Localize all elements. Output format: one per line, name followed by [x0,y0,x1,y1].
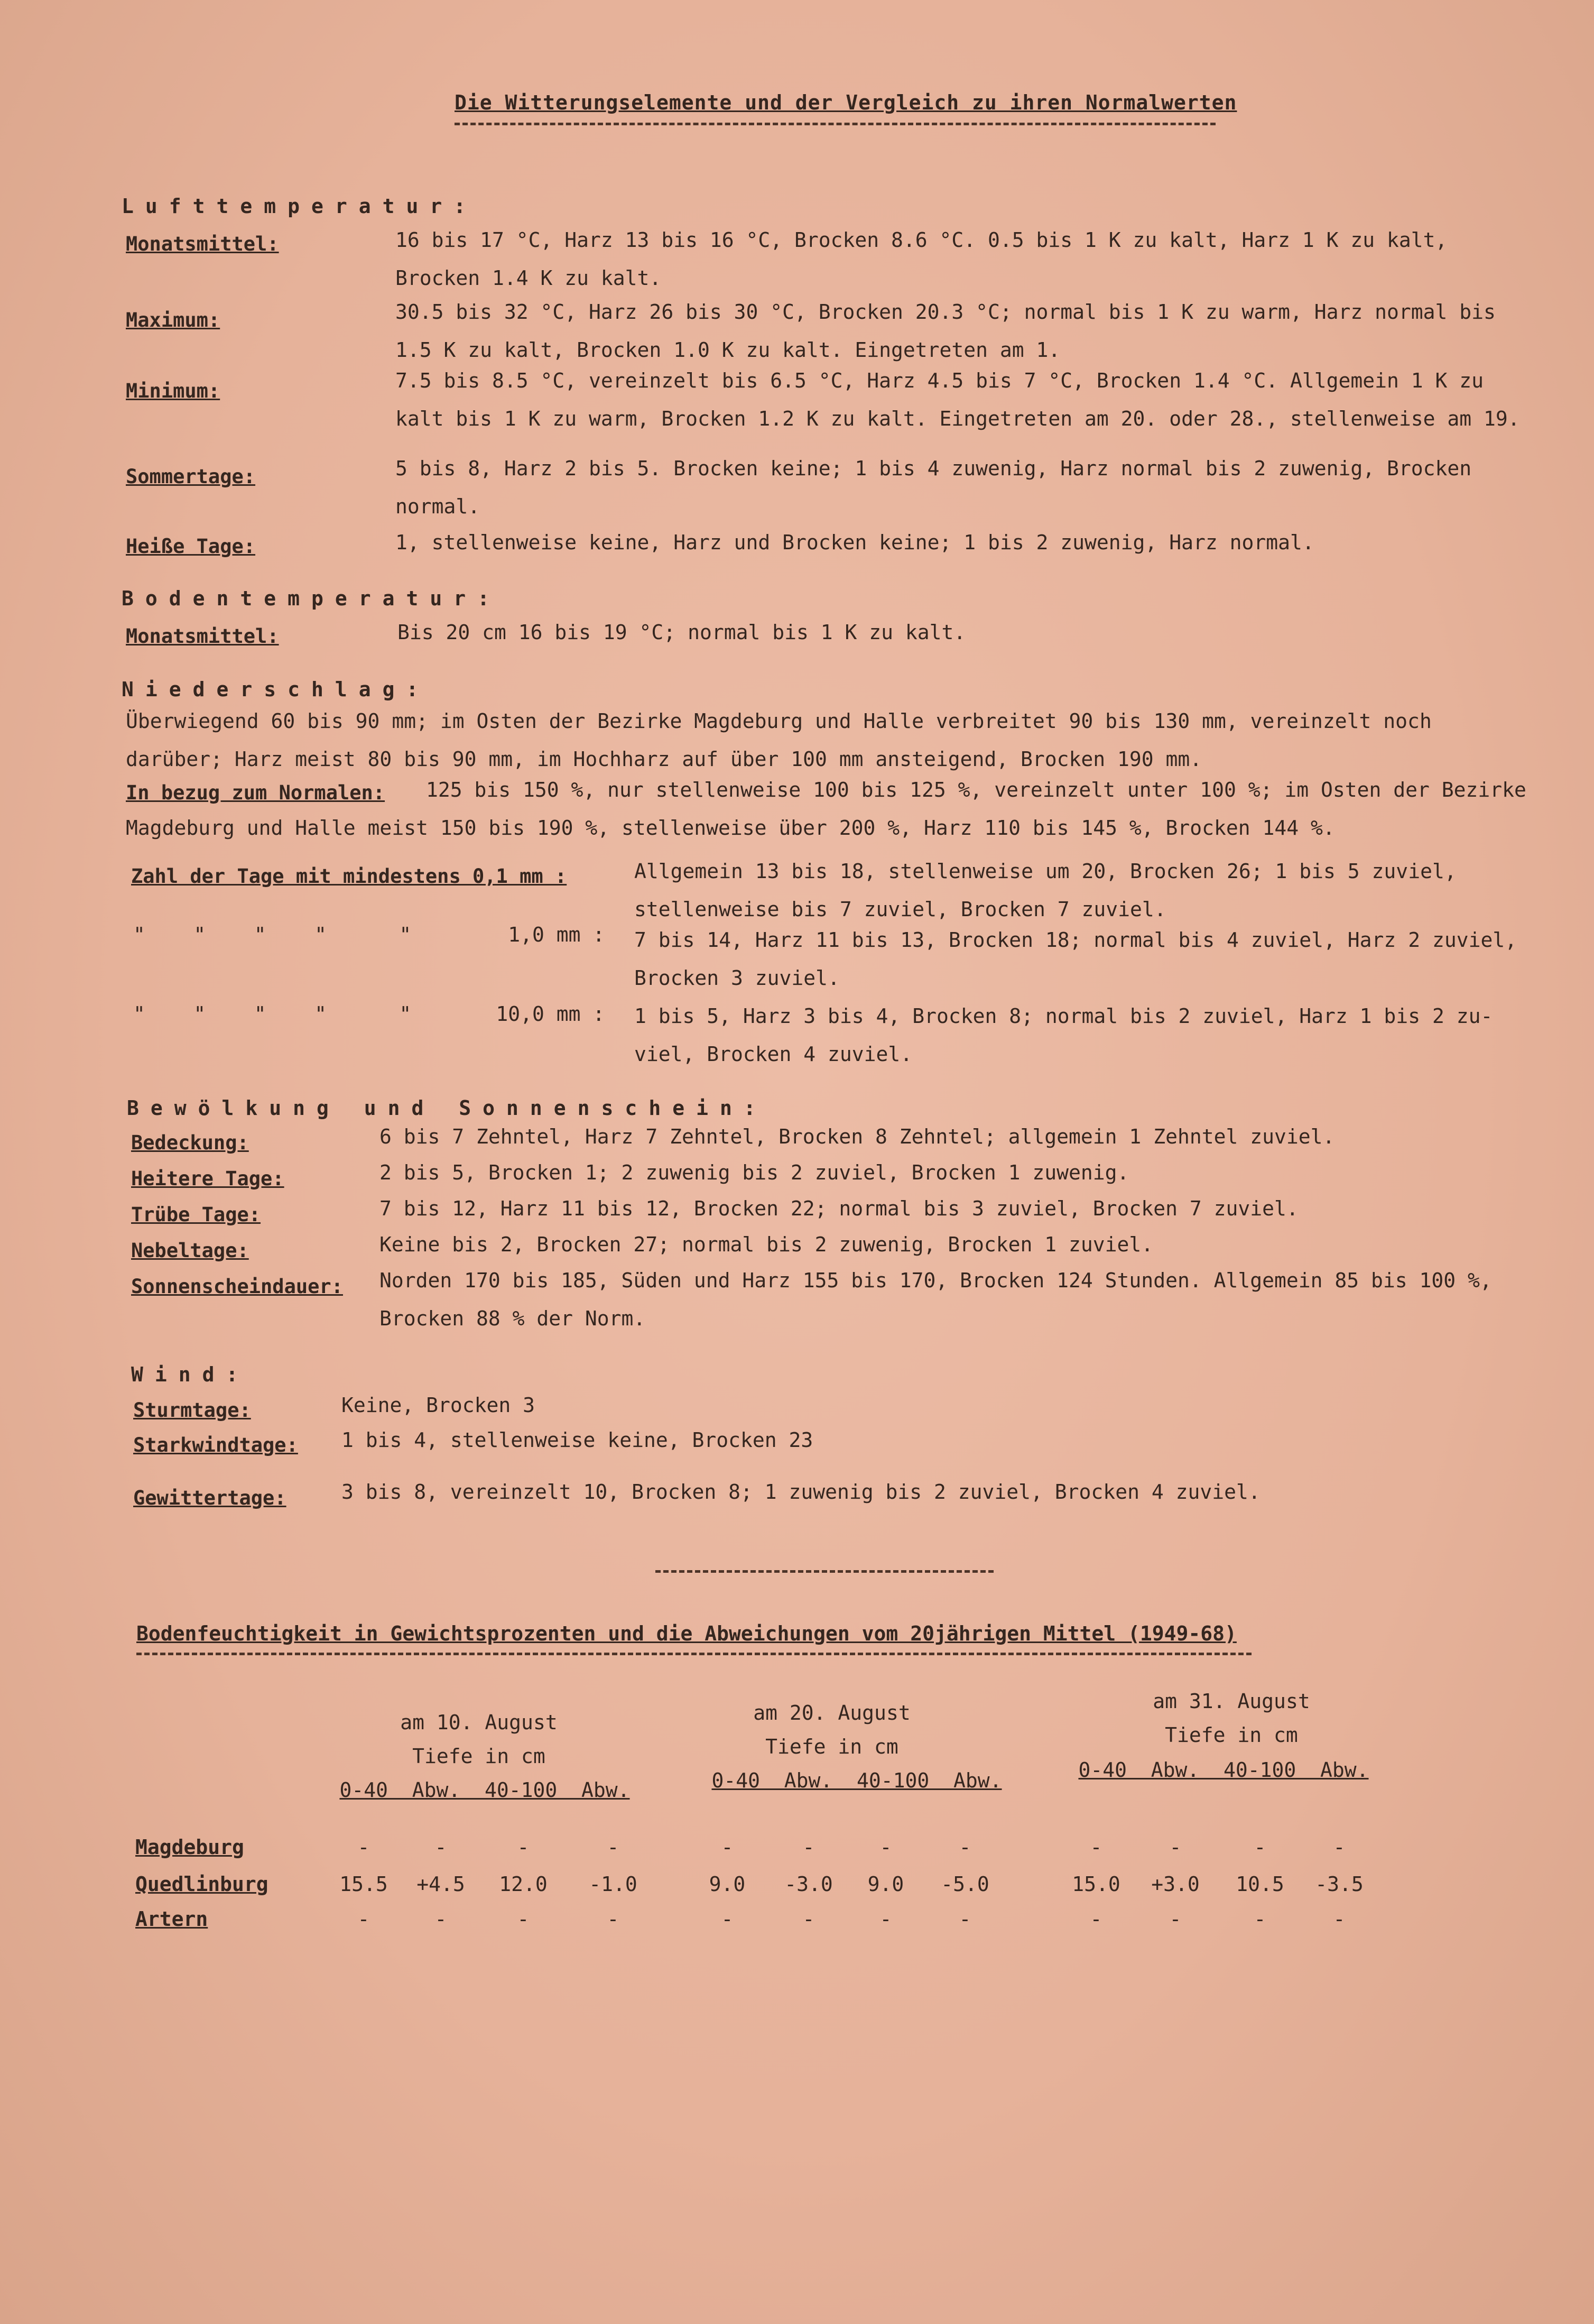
table-cell: - [721,1836,734,1859]
group-depth-3: Tiefe in cm [1165,1723,1298,1747]
table-cell: 15.5 [339,1873,388,1896]
label-tage-0-1mm: Zahl der Tage mit mindestens 0,1 mm : [131,865,567,888]
table-cell: - [1169,1907,1182,1931]
text-maximum [395,293,1496,369]
text-nebeltage [379,1225,1153,1264]
text-minimum [395,362,1520,438]
text-line: Allgemein 13 bis 18, stellenweise um 20, Brocken 26; 1 bis 5 zuviel, [634,860,1457,883]
table-cell: - [959,1836,971,1859]
text-line: Brocken 88 % der Norm. [379,1307,646,1330]
heading-bodentemperatur: Bodentemperatur: [122,587,502,610]
text-line: stellenweise bis 7 zuviel, Brocken 7 zuviel. [634,898,1166,921]
table-cell: 9.0 [867,1873,904,1896]
text-line: 30.5 bis 32 °C, Harz 26 bis 30 °C, Brocken 20.3 °C; normal bis 1 K zu warm, Harz normal bis [395,300,1496,324]
table-cell: - [721,1907,734,1931]
table-cell: 12.0 [499,1873,548,1896]
label-heitere-tage: Heitere Tage: [131,1167,284,1190]
heading-bewoelkung: Bewölkung und Sonnenschein: [127,1096,767,1120]
table-cell: - [959,1907,971,1931]
text-line: 7 bis 14, Harz 11 bis 13, Brocken 18; normal bis 4 zuviel, Harz 2 zuviel, [634,928,1517,952]
group-cols-1: 0-40 Abw. 40-100 Abw. [339,1778,630,1802]
table-cell: - [607,1907,619,1931]
text-line: 1 bis 5, Harz 3 bis 4, Brocken 8; normal bis 2 zuviel, Harz 1 bis 2 zu- [634,1004,1493,1028]
label-sonnenscheindauer: Sonnenscheindauer: [131,1275,343,1298]
table-cell: - [434,1836,447,1859]
table-cell: -3.5 [1315,1873,1364,1896]
heading-niederschlag: Niederschlag: [122,678,430,701]
table-cell: - [802,1907,815,1931]
label-truebe-tage: Trübe Tage: [131,1203,261,1226]
text-niederschlag [126,702,1432,778]
table-cell: -5.0 [941,1873,989,1896]
text-line: Keine, Brocken 3 [341,1394,535,1417]
text-line: Magdeburg und Halle meist 150 bis 190 %, stellenweise über 200 %, Harz 110 bis 145 %, Brocken 144 %. [126,816,1335,840]
text-line: viel, Brocken 4 zuviel. [634,1043,913,1066]
table-cell: - [517,1907,530,1931]
text-heitere-tage [379,1154,1129,1192]
table-cell: +3.0 [1151,1873,1200,1896]
table-cell: 9.0 [709,1873,746,1896]
row-name-magdeburg: Magdeburg [135,1836,244,1859]
label-heisse-tage: Heiße Tage: [126,535,256,558]
text-line: 1 bis 4, stellenweise keine, Brocken 23 [341,1428,813,1452]
table-cell: - [1333,1836,1346,1859]
table-cell: - [607,1836,619,1859]
label-bedeckung: Bedeckung: [131,1131,249,1154]
section-separator [655,1570,994,1573]
text-truebe-tage [379,1189,1299,1228]
table-cell: - [1090,1907,1102,1931]
group-date-1: am 10. August [400,1711,558,1734]
label-tage-1mm: " " " " " 1,0 mm : [133,923,605,946]
text-monatsmittel [395,221,1447,297]
label-sturmtage: Sturmtage: [133,1399,251,1422]
table-cell: - [1254,1907,1266,1931]
table-cell: -3.0 [784,1873,833,1896]
group-date-2: am 20. August [753,1701,911,1724]
table-cell: 15.0 [1072,1873,1120,1896]
table-cell: +4.5 [416,1873,465,1896]
label-tage-10mm: " " " " " 10,0 mm : [133,1002,605,1026]
table-cell: - [1090,1836,1102,1859]
label-gewittertage: Gewittertage: [133,1487,286,1509]
text-line: Keine bis 2, Brocken 27; normal bis 2 zuwenig, Brocken 1 zuviel. [379,1233,1154,1256]
text-starkwindtage [341,1421,813,1459]
table-cell: - [517,1836,530,1859]
label-sommertage: Sommertage: [126,465,256,488]
table-cell: 10.5 [1236,1873,1284,1896]
text-line: kalt bis 1 K zu warm, Brocken 1.2 K zu kalt. Eingetreten am 20. oder 28., stellenweise am 19. [395,407,1520,430]
text-line: Brocken 1.4 K zu kalt. [395,266,662,290]
text-line: 7 bis 12, Harz 11 bis 12, Brocken 22; normal bis 3 zuviel, Brocken 7 zuviel. [379,1197,1299,1220]
label-monatsmittel: Monatsmittel: [126,233,279,255]
text-line: Bis 20 cm 16 bis 19 °C; normal bis 1 K zu kalt. [397,621,966,644]
text-line: 1.5 K zu kalt, Brocken 1.0 K zu kalt. Eingetreten am 1. [395,338,1061,362]
text-line: 6 bis 7 Zehntel, Harz 7 Zehntel, Brocken 8 Zehntel; allgemein 1 Zehntel zuviel. [379,1125,1335,1148]
label-nebeltage: Nebeltage: [131,1239,249,1262]
text-sommertage [395,449,1471,525]
text-line: 1, stellenweise keine, Harz und Brocken keine; 1 bis 2 zuwenig, Harz normal. [395,531,1314,554]
group-cols-3: 0-40 Abw. 40-100 Abw. [1078,1758,1369,1782]
table-cell: - [357,1836,370,1859]
text-line: Überwiegend 60 bis 90 mm; im Osten der Bezirke Magdeburg und Halle verbreitet 90 bis 130 mm, vereinzelt noch [126,709,1432,733]
group-depth-1: Tiefe in cm [412,1745,545,1768]
table-cell: - [879,1907,892,1931]
text-sturmtage [341,1386,535,1424]
table-cell: - [1169,1836,1182,1859]
table-cell: - [802,1836,815,1859]
label-maximum: Maximum: [126,309,220,331]
label-minimum: Minimum: [126,380,220,402]
page-title: Die Witterungselemente und der Vergleich zu ihren Normalwerten [455,91,1237,114]
row-name-artern: Artern [135,1907,208,1931]
text-gewittertage [341,1473,1261,1511]
text-tage-1mm [634,921,1517,997]
title-underline [455,123,1216,125]
table-cell: -1.0 [589,1873,637,1896]
heading-wind: Wind: [131,1363,250,1386]
group-date-3: am 31. August [1153,1690,1310,1713]
table-cell: - [1333,1907,1346,1931]
table-cell: - [434,1907,447,1931]
label-boden-monatsmittel: Monatsmittel: [126,625,279,648]
text-line: 16 bis 17 °C, Harz 13 bis 16 °C, Brocken 8.6 °C. 0.5 bis 1 K zu kalt, Harz 1 K zu kalt, [395,228,1448,252]
text-in-bezug [126,771,1526,847]
text-line: 2 bis 5, Brocken 1; 2 zuwenig bis 2 zuviel, Brocken 1 zuwenig. [379,1161,1129,1184]
text-line: 125 bis 150 %, nur stellenweise 100 bis 125 %, vereinzelt unter 100 %; im Osten der Bezirke [426,778,1526,801]
text-line: 3 bis 8, vereinzelt 10, Brocken 8; 1 zuwenig bis 2 zuviel, Brocken 4 zuviel. [341,1480,1261,1504]
text-sonnenscheindauer [379,1261,1492,1338]
text-line: normal. [395,495,480,518]
table-cell: - [1254,1836,1266,1859]
text-heisse-tage [395,523,1314,561]
text-tage-10mm [634,997,1493,1073]
heading-lufttemperatur: Lufttemperatur: [122,195,478,218]
label-in-bezug-zum-normalen: In bezug zum Normalen: [126,781,385,804]
table-title-underline [136,1653,1252,1655]
text-line: darüber; Harz meist 80 bis 90 mm, im Hochharz auf über 100 mm ansteigend, Brocken 190 mm. [126,748,1202,771]
label-starkwindtage: Starkwindtage: [133,1434,298,1456]
text-line: Brocken 3 zuviel. [634,966,840,990]
table-cell: - [357,1907,370,1931]
text-boden-monatsmittel [397,613,966,651]
text-bedeckung [379,1118,1334,1156]
text-line: 5 bis 8, Harz 2 bis 5. Brocken keine; 1 bis 4 zuwenig, Harz normal bis 2 zuwenig, Brocken [395,457,1472,480]
table-title: Bodenfeuchtigkeit in Gewichtsprozenten und die Abweichungen vom 20jährigen Mittel (1949-68) [136,1622,1237,1645]
row-name-quedlinburg: Quedlinburg [135,1873,268,1896]
group-depth-2: Tiefe in cm [765,1735,898,1758]
text-line: 7.5 bis 8.5 °C, vereinzelt bis 6.5 °C, Harz 4.5 bis 7 °C, Brocken 1.4 °C. Allgemein 1 K zu [395,369,1484,392]
group-cols-2: 0-40 Abw. 40-100 Abw. [711,1769,1002,1792]
table-cell: - [879,1836,892,1859]
text-line: Norden 170 bis 185, Süden und Harz 155 bis 170, Brocken 124 Stunden. Allgemein 85 bis 100 %, [379,1269,1492,1292]
text-tage-0-1mm [634,852,1457,928]
